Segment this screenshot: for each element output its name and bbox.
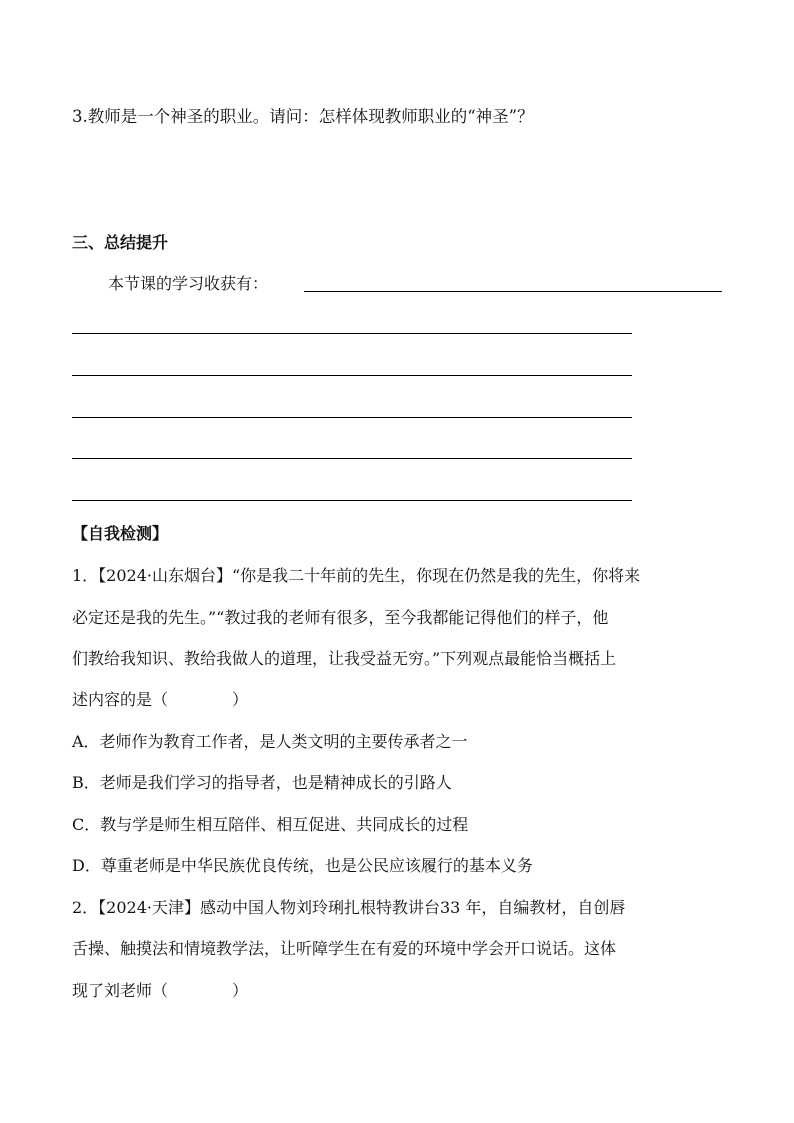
section-heading-summary: 三、总结提升 xyxy=(72,233,169,252)
q1-option-b[interactable]: B．老师是我们学习的指导者，也是精神成长的引路人 xyxy=(72,773,452,792)
answer-line-4[interactable] xyxy=(72,458,632,459)
question-3: 3.教师是一个神圣的职业。请问：怎样体现教师职业的“神圣”？ xyxy=(72,107,534,126)
q1-line-2: 必定还是我的先生。”“教过我的老师有很多，至今我都能记得他们的样子，他 xyxy=(72,608,609,627)
self-test-heading: 【自我检测】 xyxy=(72,524,169,543)
q1-option-d[interactable]: D．尊重老师是中华民族优良传统，也是公民应该履行的基本义务 xyxy=(72,856,533,875)
answer-line-3[interactable] xyxy=(72,417,632,418)
summary-answer-line[interactable] xyxy=(304,291,722,292)
answer-line-2[interactable] xyxy=(72,375,632,376)
q1-option-c[interactable]: C．教与学是师生相互陪伴、相互促进、共同成长的过程 xyxy=(72,815,469,834)
q2-line-3: 现了刘老师（ ） xyxy=(72,981,249,1000)
answer-line-5[interactable] xyxy=(72,500,632,501)
q2-line-1: 2．【2024·天津】感动中国人物刘玲琍扎根特教讲台33 年，自编教材，自创唇 xyxy=(72,898,626,917)
q1-line-4: 述内容的是（ ） xyxy=(72,690,249,709)
q1-option-a[interactable]: A．老师作为教育工作者，是人类文明的主要传承者之一 xyxy=(72,732,468,751)
q2-line-2: 舌操、触摸法和情境教学法，让听障学生在有爱的环境中学会开口说话。这体 xyxy=(72,939,617,958)
summary-prompt: 本节课的学习收获有： xyxy=(108,274,269,293)
q1-line-3: 们教给我知识、教给我做人的道理，让我受益无穷。”下列观点最能恰当概括上 xyxy=(72,649,617,668)
answer-line-1[interactable] xyxy=(72,333,632,334)
q1-line-1: 1．【2024·山东烟台】“你是我二十年前的先生，你现在仍然是我的先生，你将来 xyxy=(72,566,641,585)
